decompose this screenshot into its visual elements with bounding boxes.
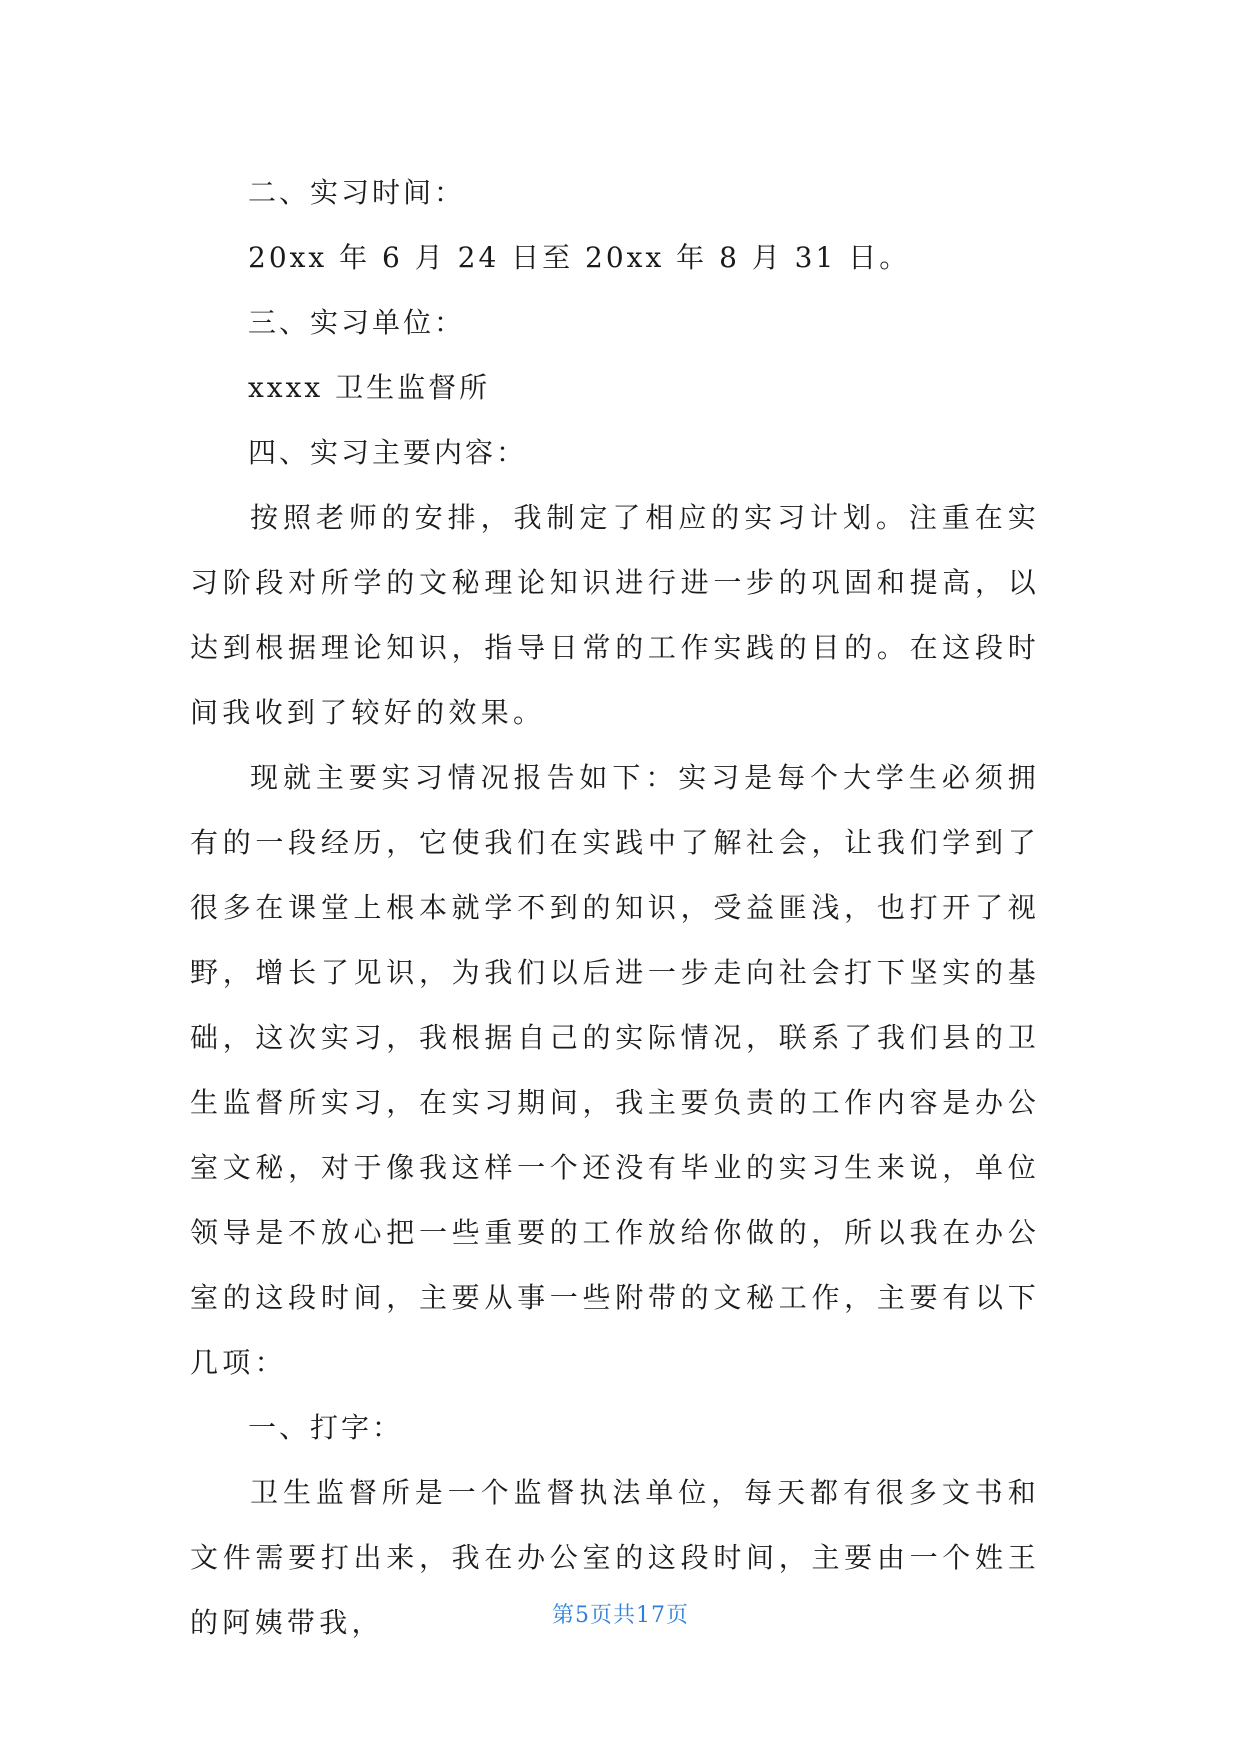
paragraph-typing: 卫生监督所是一个监督执法单位，每天都有很多文书和文件需要打出来，我在办公室的这段时间，主要由一个姓王的阿姨带我， — [190, 1476, 1040, 1639]
document-body — [190, 160, 1040, 1655]
page-footer — [0, 1598, 1241, 1629]
section3-body: xxxx 卫生监督所 — [248, 371, 491, 404]
footer-prefix: 第 — [551, 1603, 575, 1628]
section3-heading: 三、实习单位： — [248, 306, 466, 339]
paragraph-report: 现就主要实习情况报告如下：实习是每个大学生必须拥有的一段经历，它使我们在实践中了解社会，让我们学到了很多在课堂上根本就学不到的知识，受益匪浅，也打开了视野，增长了见识，为我们以后进一步走向社会打下坚实的基础，这次实习，我根据自己的实际情况，联系了我们县的卫生监督所实习，在实习期间，我主要负责的工作内容是办公室文秘，对于像我这样一个还没有毕业的实习生来说，单位领导是不放心把一些重要的工作放给你做的，所以我在办公室的这段时间，主要从事一些附带的文秘工作，主要有以下几项： — [190, 761, 1040, 1379]
section2-heading: 二、实习时间： — [248, 176, 466, 209]
footer-middle: 页共 — [589, 1603, 636, 1628]
section4-heading: 四、实习主要内容： — [248, 436, 528, 469]
footer-suffix: 页 — [666, 1603, 690, 1628]
footer-total-pages: 17 — [636, 1603, 666, 1628]
section2-body: 20xx 年 6 月 24 日至 20xx 年 8 月 31 日。 — [248, 241, 911, 274]
subsection1-heading: 一、打字： — [248, 1411, 404, 1444]
footer-current-page: 5 — [574, 1603, 590, 1628]
paragraph-plan: 按照老师的安排，我制定了相应的实习计划。注重在实习阶段对所学的文秘理论知识进行进一步的巩固和提高，以达到根据理论知识，指导日常的工作实践的目的。在这段时间我收到了较好的效果。 — [190, 501, 1040, 729]
